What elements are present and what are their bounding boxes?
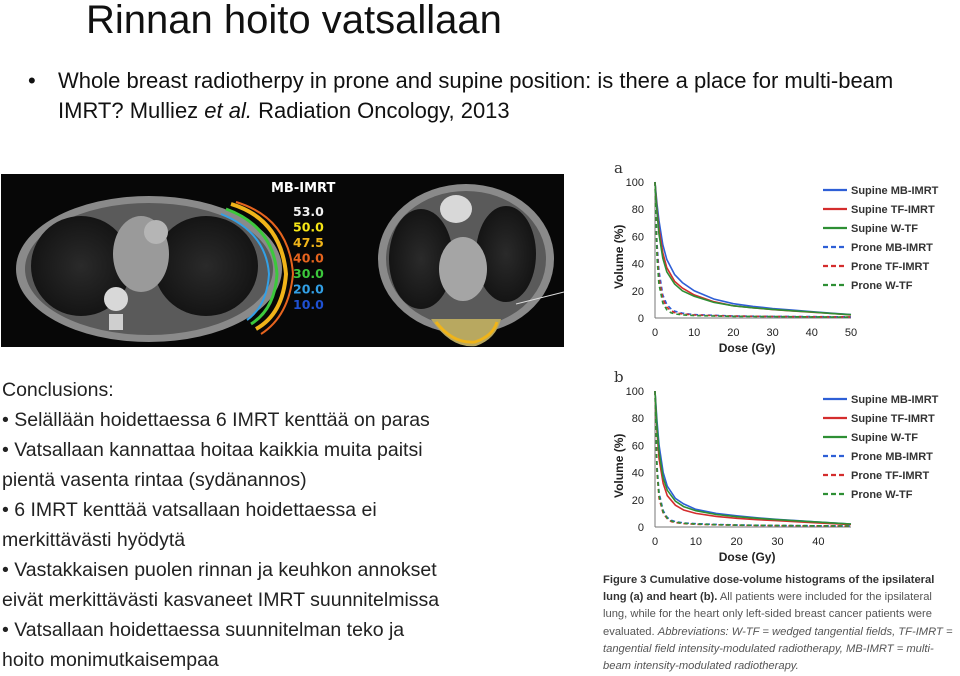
legend-label: Supine W-TF <box>851 223 918 235</box>
series-line <box>655 182 851 317</box>
conclusion-line: eivät merkittävästi kasvaneet IMRT suunnitelmissa <box>2 589 440 611</box>
supine-ct-slice <box>16 196 293 342</box>
series-line <box>655 182 851 315</box>
y-tick-label: 80 <box>631 413 644 426</box>
reference-text <box>30 66 910 126</box>
bullet-icon: • <box>28 68 36 93</box>
x-tick-label: 50 <box>844 327 858 339</box>
dvh-chart-heart <box>598 367 960 567</box>
conclusion-line: • Vastakkaisen puolen rinnan ja keuhkon annokset <box>2 559 437 581</box>
dose-level-label: 47.5 <box>293 235 324 250</box>
series-line <box>655 182 851 317</box>
y-axis-title: Volume (%) <box>612 433 626 499</box>
legend-label: Prone W-TF <box>851 280 913 292</box>
conclusion-line: • Vatsallaan hoidettaessa suunnitelman teko ja <box>2 619 405 641</box>
dose-legend-title: MB-IMRT <box>271 181 336 196</box>
y-tick-label: 20 <box>631 494 644 507</box>
legend-label: Supine W-TF <box>851 432 918 444</box>
prone-ct-slice <box>378 184 564 346</box>
reference-bullet <box>30 66 910 126</box>
conclusion-line: • Vatsallaan kannattaa hoitaa kaikkia muita paitsi <box>2 439 423 461</box>
x-tick-label: 40 <box>805 327 818 339</box>
y-tick-label: 60 <box>631 231 644 244</box>
x-tick-label: 20 <box>730 536 743 548</box>
legend-label: Supine TF-IMRT <box>851 204 935 216</box>
series-line <box>655 391 851 526</box>
conclusion-line: merkittävästi hyödytä <box>2 529 186 551</box>
conclusion-line: • Selällään hoidettaessa 6 IMRT kenttää on paras <box>2 409 430 431</box>
x-axis-title: Dose (Gy) <box>718 341 776 355</box>
dose-level-label: 40.0 <box>293 250 324 266</box>
conclusion-line: pientä vasenta rintaa (sydänannos) <box>2 469 307 491</box>
dvh-chart-lung <box>598 158 960 358</box>
conclusions-heading: Conclusions: <box>2 379 114 401</box>
series-line <box>655 182 851 315</box>
caption-abbreviations: Abbreviations: W-TF = wedged tangential fields, TF-IMRT = tangential field intensity-modulated radiotherapy, MB-IMRT = multi-beam intensity-modulated radiotherapy. <box>603 625 953 673</box>
reference-part1: Whole breast radiotherpy in prone and supine position: is there a place for multi-beam IMRT? Mulliez <box>58 68 894 123</box>
caption-body: All patients were included for the ipsilateral lung, while for the heart only left-sided breast cancer patients were evaluated. <box>603 591 932 638</box>
reference-part2: Radiation Oncology, 2013 <box>252 98 510 123</box>
y-tick-label: 100 <box>625 177 644 189</box>
legend-label: Prone TF-IMRT <box>851 261 930 273</box>
series-line <box>655 391 851 526</box>
x-tick-label: 40 <box>812 536 825 548</box>
x-tick-label: 30 <box>766 327 779 339</box>
conclusion-line: hoito monimutkaisempaa <box>2 649 219 671</box>
series-line <box>655 182 851 317</box>
panel-label: b <box>614 368 624 386</box>
series-line <box>655 391 851 524</box>
legend-label: Prone TF-IMRT <box>851 470 930 482</box>
figure-caption <box>603 572 953 675</box>
series-line <box>655 182 851 315</box>
y-tick-label: 0 <box>637 313 644 325</box>
dose-level-label: 10.0 <box>293 297 324 312</box>
y-tick-label: 80 <box>631 204 644 217</box>
legend-label: Supine TF-IMRT <box>851 413 935 425</box>
caption-lead: Figure 3 Cumulative dose-volume histograms of the ipsilateral lung (a) and heart (b). <box>603 574 935 604</box>
dose-level-label: 53.0 <box>293 204 324 219</box>
x-tick-label: 0 <box>651 536 659 548</box>
dose-level-label: 30.0 <box>293 266 324 281</box>
y-tick-label: 100 <box>625 386 644 398</box>
ct-scan-drawing <box>1 174 564 347</box>
slide-title: Rinnan hoito vatsallaan <box>86 0 502 42</box>
ct-scan-image <box>1 174 564 347</box>
x-tick-label: 30 <box>771 536 784 548</box>
conclusions-block <box>2 375 582 675</box>
legend-label: Prone MB-IMRT <box>851 242 933 254</box>
dose-level-label: 50.0 <box>293 219 324 235</box>
reference-et-al: et al. <box>204 98 252 123</box>
y-axis-title: Volume (%) <box>612 224 626 290</box>
x-tick-label: 20 <box>727 327 740 339</box>
x-axis-title: Dose (Gy) <box>718 550 776 564</box>
series-line <box>655 391 851 526</box>
y-tick-label: 60 <box>631 440 644 453</box>
legend-label: Prone MB-IMRT <box>851 451 933 463</box>
x-tick-label: 10 <box>688 327 701 339</box>
x-tick-label: 0 <box>651 327 659 339</box>
panel-label: a <box>614 159 623 177</box>
y-tick-label: 40 <box>631 258 644 271</box>
x-tick-label: 10 <box>689 536 702 548</box>
legend-label: Prone W-TF <box>851 489 913 501</box>
legend-label: Supine MB-IMRT <box>851 394 939 406</box>
y-tick-label: 0 <box>637 522 644 534</box>
dose-level-label: 20.0 <box>293 281 324 297</box>
y-tick-label: 40 <box>631 467 644 480</box>
legend-label: Supine MB-IMRT <box>851 185 939 197</box>
conclusion-line: • 6 IMRT kenttää vatsallaan hoidettaessa ei <box>2 499 377 521</box>
y-tick-label: 20 <box>631 285 644 298</box>
